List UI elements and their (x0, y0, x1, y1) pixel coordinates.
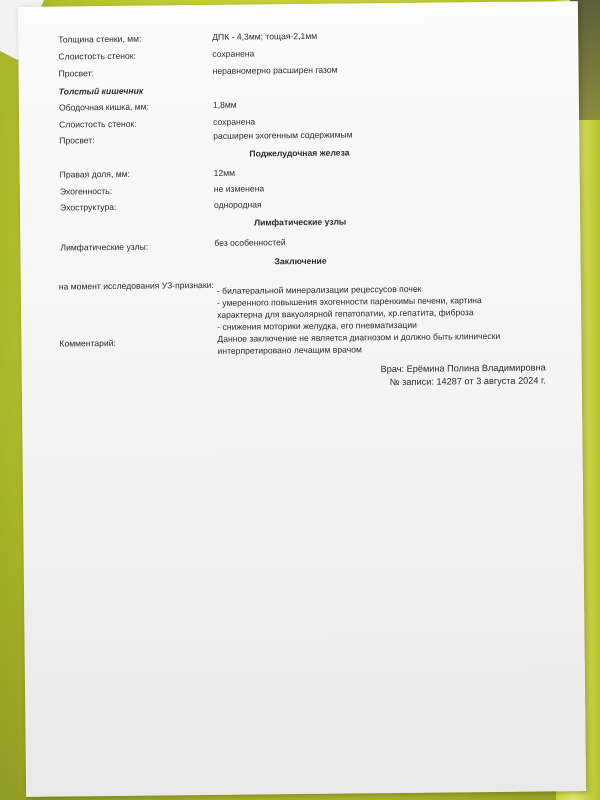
row-label: Лимфатические узлы: (60, 241, 149, 253)
section-title-colon: Толстый кишечник (58, 85, 144, 97)
row-value: 12мм (213, 167, 236, 178)
row-label: Толщина стенки, мм: (58, 33, 142, 45)
row-value: расширен эхогенным содержимым (213, 129, 353, 141)
conclusion-line: - билатеральной минерализации рецессусов почек (216, 283, 422, 296)
row-value: сохранена (212, 48, 255, 59)
section-title-lymph: Лимфатические узлы (254, 216, 347, 228)
row-value: сохранена (213, 116, 256, 127)
conclusion-line: характерна для вакуолярной гепатопатии, хр.гепатита, фиброза (217, 307, 474, 320)
row-label: Слоистость стенок: (58, 50, 136, 62)
conclusion-line: интерпретировано лечащим врачом (217, 344, 362, 356)
row-label: Просвет: (59, 135, 95, 146)
row-label: Слоистость стенок: (59, 118, 137, 130)
conclusion-line: - умеренного повышения эхогенности паренхимы печени, картина (216, 295, 482, 308)
row-label: Ободочная кишка, мм: (58, 101, 149, 113)
row-value: без особенностей (214, 237, 286, 248)
row-label: Правая доля, мм: (59, 168, 130, 180)
conclusion-line: Данное заключение не является диагнозом и должно быть клинически (217, 330, 501, 344)
row-value: 1,8мм (212, 99, 237, 110)
section-title-conclusion: Заключение (274, 255, 327, 267)
row-value: однородная (213, 199, 262, 210)
row-value: ДПК - 4,3мм; тощая-2,1мм (212, 30, 318, 42)
row-value: не изменена (213, 183, 265, 194)
comment-label: Комментарий: (59, 337, 116, 349)
doctor-signature: Врач: Ерёмина Полина Владимировна (380, 362, 546, 375)
row-label: Эхогенность: (59, 185, 113, 197)
medical-report-sheet (18, 1, 586, 797)
section-title-pancreas: Поджелудочная железа (249, 147, 350, 159)
conclusion-intro-label: на момент исследования УЗ-признаки: (58, 279, 214, 292)
row-value: неравномерно расширен газом (212, 64, 338, 76)
row-label: Просвет: (58, 68, 94, 79)
conclusion-line: - снижения моторики желудка, его пневматизации (217, 319, 417, 332)
row-label: Эхоструктура: (59, 201, 117, 213)
record-number: № записи: 14287 от 3 августа 2024 г. (389, 375, 546, 388)
